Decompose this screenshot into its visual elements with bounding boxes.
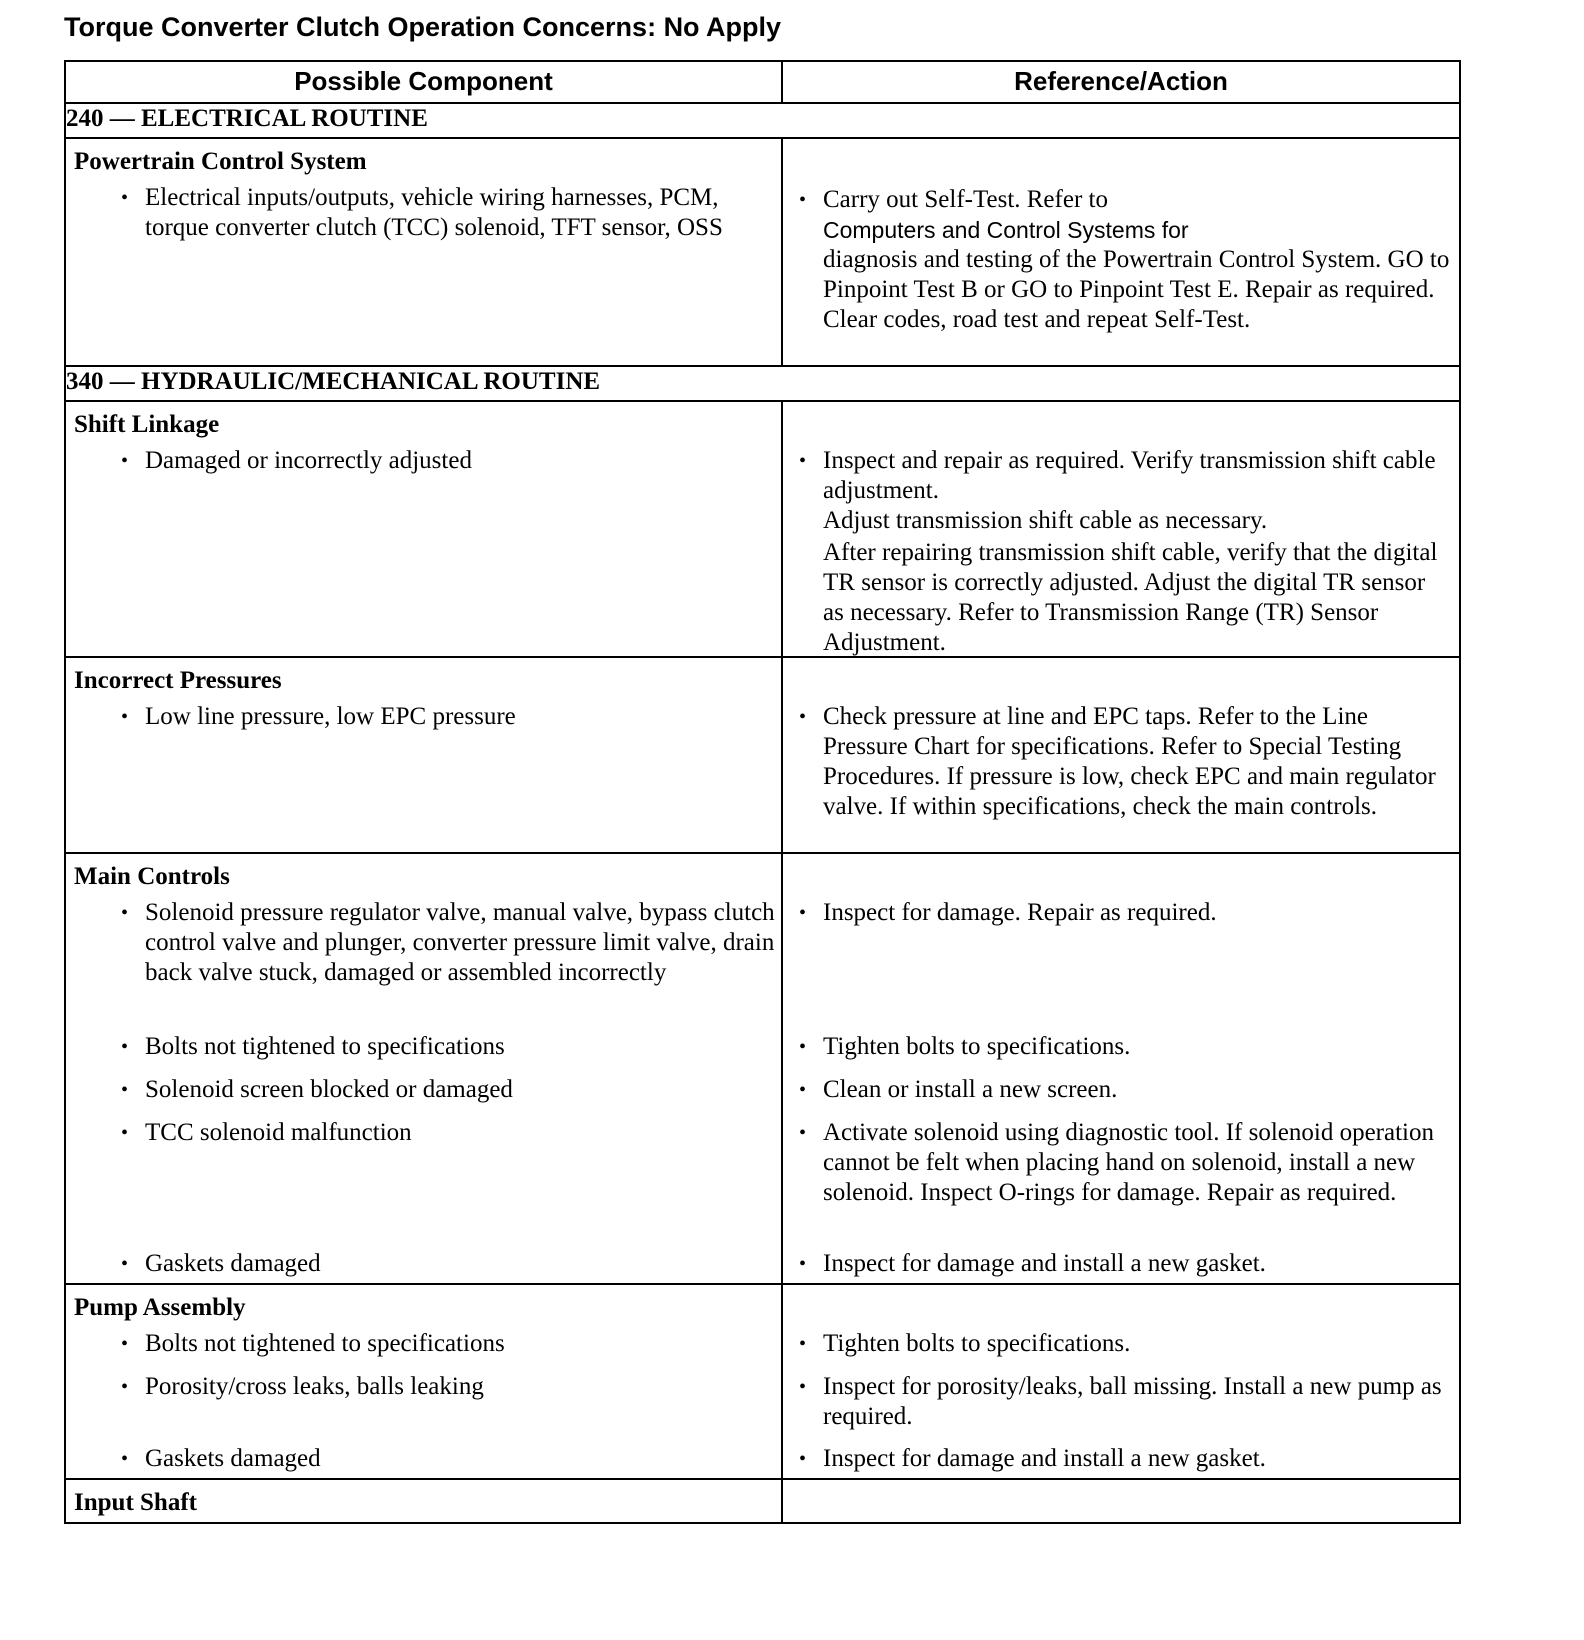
action-item: • Activate solenoid using diagnostic tool. If solenoid operation cannot be felt when placing hand on solenoid, install a new solenoid. Inspect O-rings for damage. Repair as required. xyxy=(783,1118,1459,1249)
action-cell xyxy=(782,138,1460,366)
component-cell xyxy=(65,657,782,853)
page-title: Torque Converter Clutch Operation Concerns: No Apply xyxy=(64,12,782,42)
action-line: diagnosis and testing of the Powertrain Control System. GO to Pinpoint Test B or GO to Pinpoint Test E. Repair as required. Clear codes, road test and repeat Self-Test. xyxy=(823,246,1450,333)
column-header-component: Possible Component xyxy=(65,61,782,103)
component-item: • Solenoid pressure regulator valve, manual valve, bypass clutch control valve and plunger, converter pressure limit valve, drain back valve stuck, damaged or assembled incorrectly xyxy=(66,898,781,1032)
component-cell xyxy=(65,401,782,657)
group-title: Powertrain Control System xyxy=(74,148,367,175)
component-item: • TCC solenoid malfunction xyxy=(66,1118,781,1249)
action-cell xyxy=(782,401,1460,657)
component-cell xyxy=(65,138,782,366)
action-item: • Tighten bolts to specifications. xyxy=(783,1329,1459,1372)
action-item: • Inspect for damage. Repair as required. xyxy=(783,898,1459,1032)
action-cell xyxy=(782,1284,1460,1479)
component-cell xyxy=(65,853,782,1284)
group-title: Shift Linkage xyxy=(74,411,220,438)
table-row xyxy=(65,657,1460,853)
routine-electrical: 240 — ELECTRICAL ROUTINE xyxy=(65,103,1460,138)
component-item: • Bolts not tightened to specifications xyxy=(66,1329,781,1372)
action-item xyxy=(783,185,1459,365)
column-header-action: Reference/Action xyxy=(782,61,1460,103)
component-item: • Gaskets damaged xyxy=(66,1249,781,1283)
action-cell xyxy=(782,1479,1460,1523)
header-row xyxy=(65,61,1460,103)
component-item: • Electrical inputs/outputs, vehicle wiring harnesses, PCM, torque converter clutch (TCC) solenoid, TFT sensor, OSS xyxy=(66,183,781,363)
action-item: • Inspect for damage and install a new gasket. xyxy=(783,1249,1459,1283)
group-title: Input Shaft xyxy=(74,1489,197,1516)
action-paragraph: • Inspect and repair as required. Verify transmission shift cable adjustment. xyxy=(823,447,1436,504)
component-item: • Low line pressure, low EPC pressure xyxy=(66,702,781,852)
component-item: • Bolts not tightened to specifications xyxy=(66,1032,781,1075)
action-paragraph: After repairing transmission shift cable, verify that the digital TR sensor is correctly adjusted. Adjust the digital TR sensor as necessary. Refer to Transmission Range (TR) Sensor Adjustment. xyxy=(823,539,1438,656)
action-cell xyxy=(782,853,1460,1284)
action-item xyxy=(783,446,1459,656)
table-row xyxy=(65,1479,1460,1523)
action-item: • Inspect for porosity/leaks, ball missing. Install a new pump as required. xyxy=(783,1372,1459,1444)
group-title: Incorrect Pressures xyxy=(74,667,282,694)
action-item: • Tighten bolts to specifications. xyxy=(783,1032,1459,1075)
action-item: • Clean or install a new screen. xyxy=(783,1075,1459,1118)
reference-link: Computers and Control Systems for xyxy=(823,217,1189,243)
table-row xyxy=(65,1284,1460,1479)
component-item: • Solenoid screen blocked or damaged xyxy=(66,1075,781,1118)
table-row xyxy=(65,853,1460,1284)
group-title: Main Controls xyxy=(74,863,230,890)
action-item: • Inspect for damage and install a new gasket. xyxy=(783,1444,1459,1478)
action-paragraph: Adjust transmission shift cable as necessary. xyxy=(823,507,1268,534)
action-line: • Carry out Self-Test. Refer to xyxy=(823,186,1108,213)
routine-hydraulic: 340 — HYDRAULIC/MECHANICAL ROUTINE xyxy=(65,366,1460,401)
table-row xyxy=(65,401,1460,657)
component-cell xyxy=(65,1479,782,1523)
action-cell xyxy=(782,657,1460,853)
component-cell xyxy=(65,1284,782,1479)
diagnosis-table xyxy=(64,60,1461,1524)
group-title: Pump Assembly xyxy=(74,1294,246,1321)
component-item: • Gaskets damaged xyxy=(66,1444,781,1478)
component-item: • Porosity/cross leaks, balls leaking xyxy=(66,1372,781,1444)
table-row xyxy=(65,138,1460,366)
routine-row xyxy=(65,366,1460,401)
action-item: • Check pressure at line and EPC taps. Refer to the Line Pressure Chart for specifications. Refer to Special Testing Procedures. If pressure is low, check EPC and main regulator valve. If within specifications, check the main controls. xyxy=(783,702,1459,852)
component-item: • Damaged or incorrectly adjusted xyxy=(66,446,781,656)
routine-row xyxy=(65,103,1460,138)
